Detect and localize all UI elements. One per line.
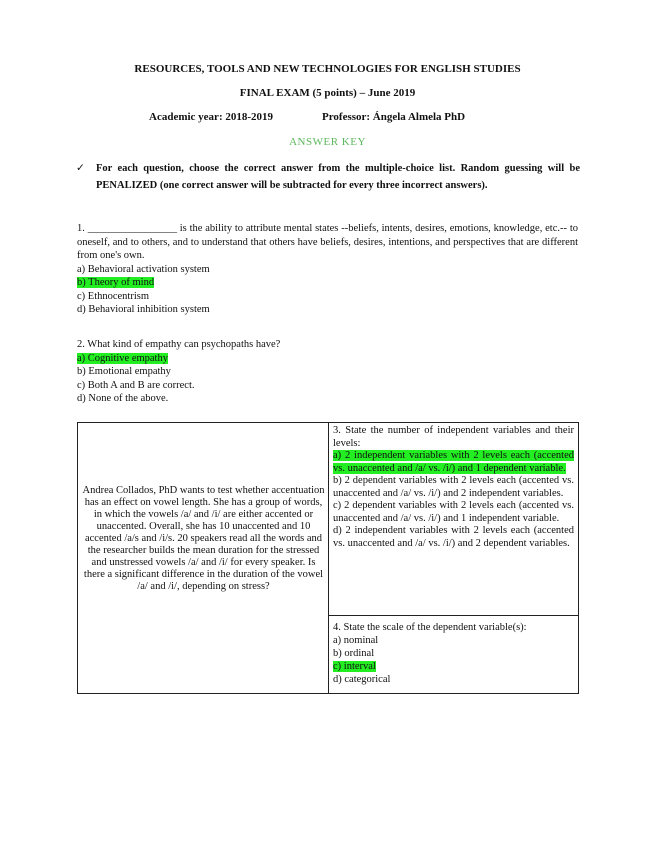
question-table <box>77 422 579 694</box>
q4-option-c-correct: c) interval <box>333 661 376 672</box>
q4-option-a: a) nominal <box>333 635 379 646</box>
check-mark-icon: ✓ <box>76 163 85 174</box>
question-2 <box>77 338 578 406</box>
scenario-cell <box>78 423 329 693</box>
question-4-cell <box>329 616 578 693</box>
instructions <box>76 160 580 194</box>
q4-option-d: d) categorical <box>333 674 391 685</box>
q3-option-b: b) 2 dependent variables with 2 levels each (accented vs. unaccented and /a/ vs. /i/) and 2 independent variables. <box>333 475 574 499</box>
q1-option-b-correct: b) Theory of mind <box>77 277 155 288</box>
question-1-stem: 1. _________________ is the ability to attribute mental states --beliefs, intents, desires, emotions, knowledge, etc.-- to oneself, and to others, and to understand that others have beliefs, desires, intentions, and perspectives that are different from one's own. <box>77 223 578 261</box>
q2-option-a-correct: a) Cognitive empathy <box>77 352 168 364</box>
q1-option-c: c) Ethnocentrism <box>77 290 150 302</box>
question-1 <box>77 222 578 317</box>
q1-option-a: a) Behavioral activation system <box>77 263 210 275</box>
q3-option-c: c) 2 dependent variables with 2 levels each (accented vs. unaccented and /a/ vs. /i/) and 1 independent variable. <box>333 500 574 524</box>
answer-key-heading: ANSWER KEY <box>289 136 366 148</box>
q2-option-d: d) None of the above. <box>77 393 169 404</box>
q1-option-d: d) Behavioral inhibition system <box>77 304 210 315</box>
question-3-cell <box>329 423 578 616</box>
academic-year: Academic year: 2018-2019 <box>149 111 274 123</box>
q4-option-b: b) ordinal <box>333 648 375 659</box>
scenario-text: Andrea Collados, PhD wants to test whether accentuation has an effect on vowel length. She has a group of words, in which the vowels /a/ and /i/ are either accented or unaccented. Overall, she has 10 unaccented and 10 accented /a/s and /i/s. 20 speakers read all the words and the researcher builds the mean duration for the stressed and unstressed vowels /a/ and /i/ for every speaker. Is there a significant difference in the duration of the vowel /a/ and /i/, depending on stress? <box>82 485 325 592</box>
exam-title: FINAL EXAM (5 points) – June 2019 <box>239 87 416 99</box>
q2-option-b: b) Emotional empathy <box>77 366 171 377</box>
instructions-text: For each question, choose the correct answer from the multiple-choice list. Random guessing will be PENALIZED (one correct answer will be subtracted for every three incorrect answers). <box>96 163 580 191</box>
professor-name: Professor: Ángela Almela PhD <box>322 111 466 123</box>
course-title: RESOURCES, TOOLS AND NEW TECHNOLOGIES FOR ENGLISH STUDIES <box>134 63 521 75</box>
question-2-stem: 2. What kind of empathy can psychopaths have? <box>77 339 281 350</box>
q2-option-c: c) Both A and B are correct. <box>77 379 195 391</box>
question-4-stem: 4. State the scale of the dependent variable(s): <box>333 622 527 633</box>
q3-option-d: d) 2 independent variables with 2 levels each (accented vs. unaccented and /a/ vs. /i/) and 2 dependent variables. <box>333 525 574 549</box>
question-3-stem: 3. State the number of independent variables and their levels: <box>333 425 574 449</box>
q3-option-a-correct: a) 2 independent variables with 2 levels each (accented vs. unaccented and /a/ vs. /i/) and 1 dependent variable. <box>333 450 574 474</box>
